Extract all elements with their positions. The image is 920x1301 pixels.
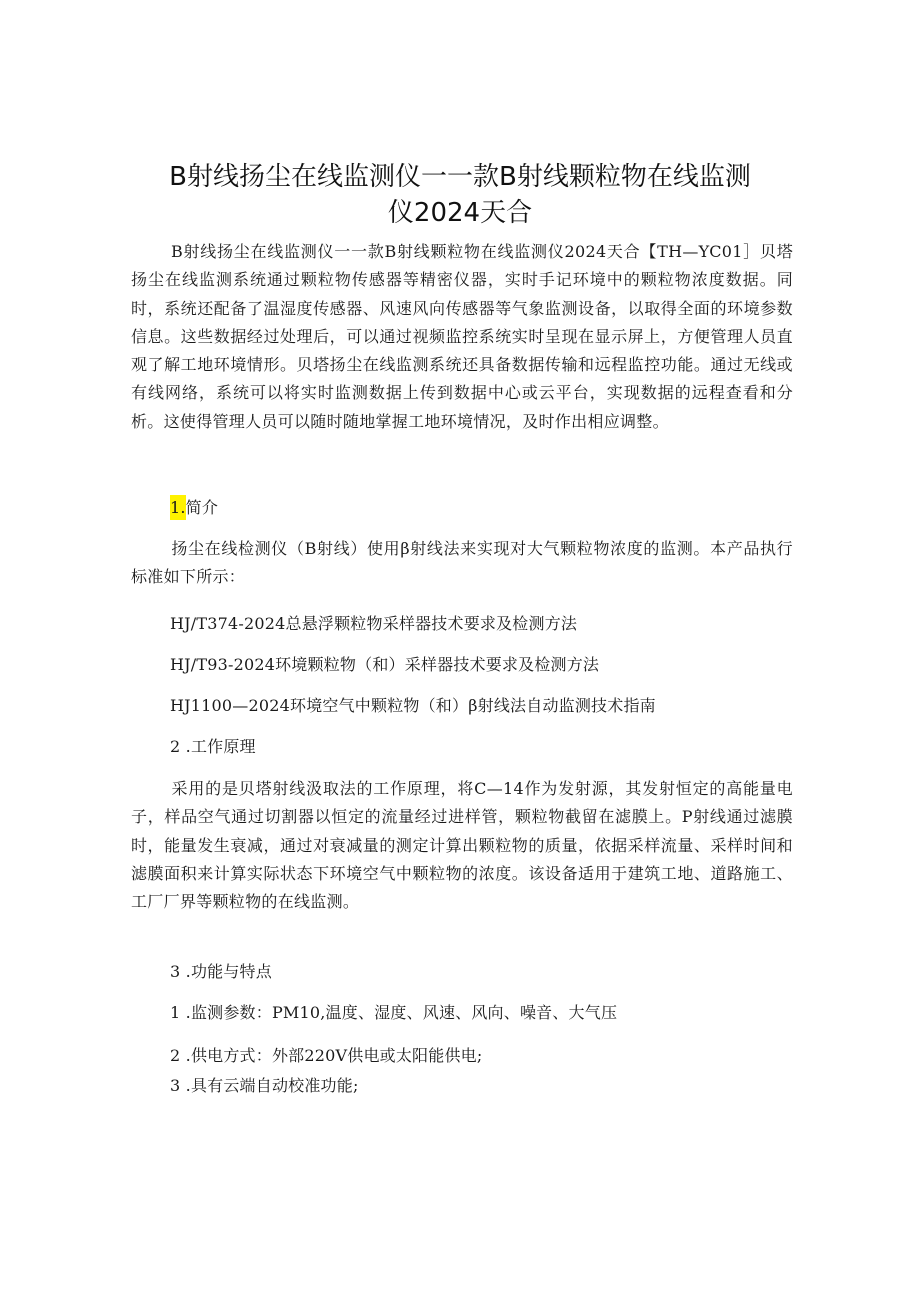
feature-item: 2 .供电方式：外部220V供电或太阳能供电; <box>170 1046 483 1065</box>
section-2-paragraph <box>131 775 793 916</box>
intro-text: B射线扬尘在线监测仪一一款B射线颗粒物在线监测仪2024天合【TH—YC01］贝塔扬尘在线监测系统通过颗粒物传感器等精密仪器，实时手记环境中的颗粒物浓度数据。同时，系统还配备了温湿度传感器、风速风向传感器等气象监测设备，以取得全面的环境参数信息。这些数据经过处理后，可以通过视频监控系统实时呈现在显示屏上，方便管理人员直观了解工地环境情形。贝塔扬尘在线监测系统还具备数据传输和远程监控功能。通过无线或有线网络，系统可以将实时监测数据上传到数据中心或云平台，实现数据的远程查看和分析。这使得管理人员可以随时随地掌握工地环境情况，及时作出相应调整。 <box>131 242 793 431</box>
section-1-number: 1. <box>170 495 186 520</box>
section-2-heading: 2 .工作原理 <box>170 737 256 756</box>
section-1-title: 简介 <box>185 498 219 517</box>
standard-item: HJ/T93-2024环境颗粒物（和）采样器技术要求及检测方法 <box>170 655 600 674</box>
document-title-line-1: B射线扬尘在线监测仪一一款B射线颗粒物在线监测 <box>169 162 751 192</box>
section-1-paragraph <box>131 535 793 592</box>
intro-paragraph <box>131 238 793 436</box>
section-2-body: 采用的是贝塔射线汲取法的工作原理，将C—14作为发射源，其发射恒定的高能量电子，样品空气通过切割器以恒定的流量经过进样管，颗粒物截留在滤膜上。P射线通过滤膜时，能量发生衰减，通过对衰减量的测定计算出颗粒物的质量，依据采样流量、采样时间和滤膜面积来计算实际状态下环境空气中颗粒物的浓度。该设备适用于建筑工地、道路施工、工厂厂界等颗粒物的在线监测。 <box>131 779 793 912</box>
standard-item: HJ/T374-2024总悬浮颗粒物采样器技术要求及检测方法 <box>170 614 578 633</box>
standard-item: HJ1100—2024环境空气中颗粒物（和）β射线法自动监测技术指南 <box>170 696 656 715</box>
section-1-body: 扬尘在线检测仪（B射线）使用β射线法来实现对大气颗粒物浓度的监测。本产品执行标准如下所示： <box>131 539 793 587</box>
section-3-heading: 3 .功能与特点 <box>170 962 272 981</box>
feature-item: 1 .监测参数：PM10,温度、湿度、风速、风向、噪音、大气压 <box>170 1003 618 1022</box>
section-1-heading <box>170 497 218 519</box>
feature-item: 3 .具有云端自动校准功能; <box>170 1076 359 1095</box>
document-title-line-2: 仪2024天合 <box>387 198 533 228</box>
